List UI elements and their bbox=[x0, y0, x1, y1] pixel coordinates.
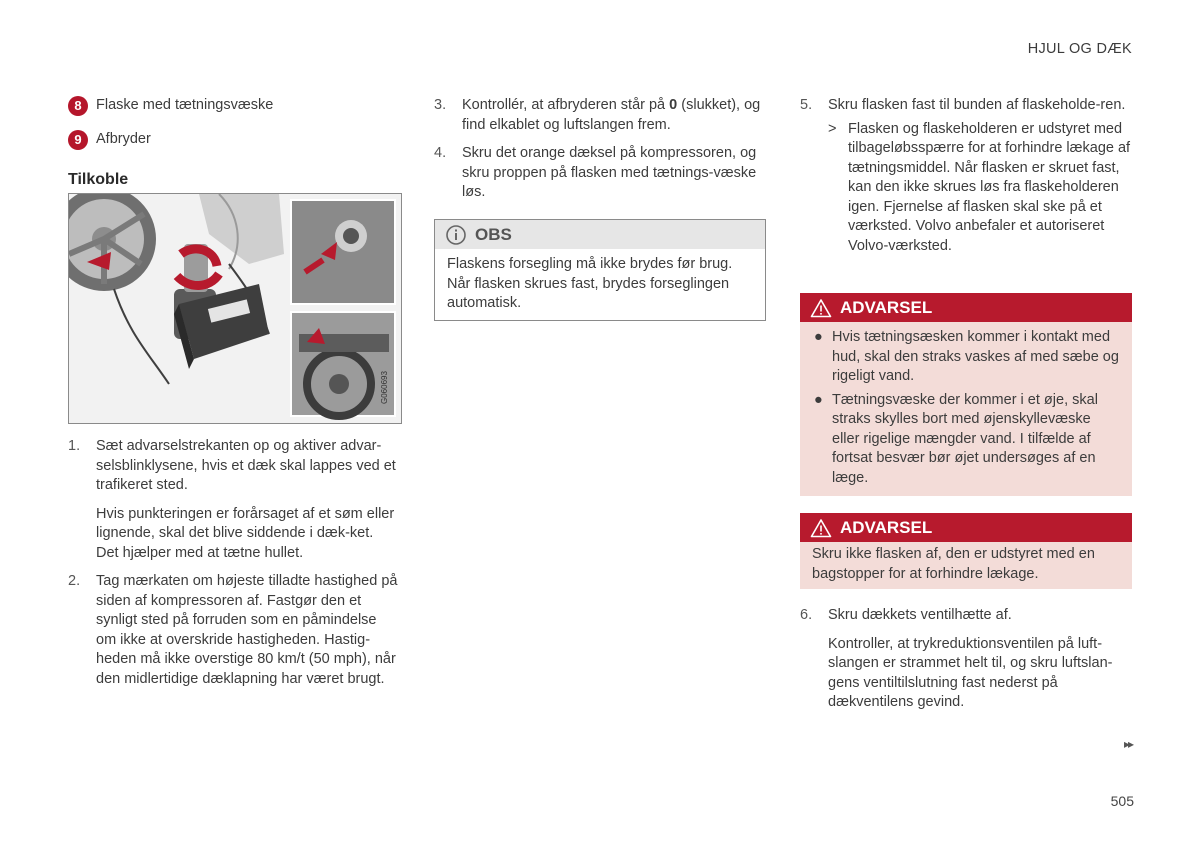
list-item bbox=[800, 606, 1132, 626]
step-number: 3. bbox=[434, 97, 447, 113]
warning-box bbox=[800, 293, 1132, 496]
warning-title: ADVARSEL bbox=[840, 517, 933, 537]
list-item bbox=[434, 96, 764, 135]
result-item bbox=[828, 120, 1132, 257]
legend bbox=[68, 96, 398, 150]
section-header: HJUL OG DÆK bbox=[1027, 41, 1132, 57]
figure-code: G060693 bbox=[380, 371, 389, 404]
warning-header bbox=[800, 513, 1132, 542]
warning-box bbox=[800, 513, 1132, 589]
steps-column-3b bbox=[800, 606, 1132, 713]
bullet-text: Hvis tætningsæsken kommer i kontakt med hud, skal den straks vaskes af med sæbe og rigeligt vand. bbox=[832, 329, 1119, 384]
warning-text: Skru ikke flasken af, den er udstyret med en bagstopper for at forhindre lækage. bbox=[812, 546, 1095, 582]
steps-column-2 bbox=[434, 96, 764, 203]
list-item bbox=[434, 144, 764, 203]
bullet-dot: ● bbox=[814, 329, 823, 345]
legend-label: Afbryder bbox=[96, 131, 151, 148]
step-text bbox=[462, 96, 764, 135]
step-number: 1. bbox=[68, 438, 81, 454]
continue-arrow-icon: ▸▸ bbox=[1123, 737, 1132, 751]
note-text: Flaskens forsegling må ikke brydes før brug. Når flasken skrues fast, brydes forseglingen automatisk. bbox=[447, 256, 733, 311]
legend-label: Flaske med tætningsvæske bbox=[96, 97, 274, 114]
result-marker: > bbox=[828, 120, 837, 137]
switch-off-value: 0 bbox=[669, 97, 678, 113]
warning-text bbox=[800, 322, 1132, 500]
note-title: OBS bbox=[475, 224, 512, 244]
list-item bbox=[800, 96, 1132, 116]
compressor-illustration bbox=[69, 194, 401, 423]
step-text: Tag mærkaten om højeste tilladte hastighed på siden af kompressoren af. Fastgør den et synligt sted på forruden som en påmindelse om ikke at overskride hastigheden. Hastig-heden må ikke overstige 80 km/t (50 mph), når den midlertidige dæklapning har været brugt. bbox=[96, 573, 398, 687]
step-note: Kontroller, at trykreduktionsventilen på luft-slangen er strammet helt til, og skru luftslan-gens ventiltilslutning fast nederst på dækventilens gevind. bbox=[828, 635, 1113, 710]
callout-number-badge: 9 bbox=[68, 130, 88, 150]
step-text: Sæt advarselstrekanten op og aktiver advar-selsblinklysene, hvis et dæk skal lappes ved et trafikeret sted. bbox=[96, 438, 396, 493]
list-item bbox=[812, 391, 1120, 489]
bullet-text: Tætningsvæske der kommer i et øje, skal straks skylles bort med øjenskyllevæske eller rigelige mængder vand. I tilfælde af fortsat besvær bør øjet undersøges af en læge. bbox=[832, 391, 1098, 486]
callout-number-badge: 8 bbox=[68, 96, 88, 116]
step-text-part: Kontrollér, at afbryderen står på bbox=[462, 97, 670, 113]
note-header bbox=[435, 220, 765, 249]
result-text: Flasken og flaskeholderen er udstyret med tilbageløbsspærre for at forhindre lækage af tætningsmiddel. Når flasken er skruet fast, kan den ikke skrues løs fra flaskeholderen igen. Fjernelse af flasken skal ske på et værksted. Volvo anbefaler et autoriseret Volvo-værksted. bbox=[848, 120, 1131, 254]
step-number: 5. bbox=[800, 97, 813, 113]
step-text: Skru flasken fast til bunden af flaskeholde-ren. bbox=[828, 97, 1126, 113]
bullet-dot: ● bbox=[814, 391, 823, 408]
info-icon bbox=[445, 224, 467, 246]
step-text-part: (slukket), og find elkablet og luftslangen frem. bbox=[462, 97, 761, 133]
warning-title: ADVARSEL bbox=[840, 297, 933, 317]
step-number: 6. bbox=[800, 607, 813, 623]
page-number: 505 bbox=[1110, 793, 1134, 809]
steps-column-1 bbox=[68, 437, 398, 689]
step-number: 2. bbox=[68, 573, 81, 589]
step-number: 4. bbox=[434, 145, 447, 161]
illustration bbox=[68, 193, 402, 424]
step-note: Hvis punkteringen er forårsaget af et søm eller lignende, skal det blive siddende i dæk-ket. Det hjælper med at tætne hullet. bbox=[96, 505, 395, 561]
list-item bbox=[68, 437, 398, 496]
step-text: Skru dækkets ventilhætte af. bbox=[828, 607, 1012, 623]
subheading: Tilkoble bbox=[68, 171, 129, 188]
list-item bbox=[68, 572, 398, 689]
step-text: Skru det orange dæksel på kompressoren, og skru proppen på flasken med tætnings-væske løs. bbox=[462, 145, 757, 200]
warning-triangle-icon bbox=[810, 298, 832, 318]
legend-item bbox=[68, 96, 398, 116]
list-item bbox=[812, 328, 1120, 387]
warning-triangle-icon bbox=[810, 518, 832, 538]
note-box bbox=[434, 219, 766, 321]
warning-header bbox=[800, 293, 1132, 322]
legend-item bbox=[68, 130, 398, 150]
steps-column-3 bbox=[800, 96, 1132, 256]
